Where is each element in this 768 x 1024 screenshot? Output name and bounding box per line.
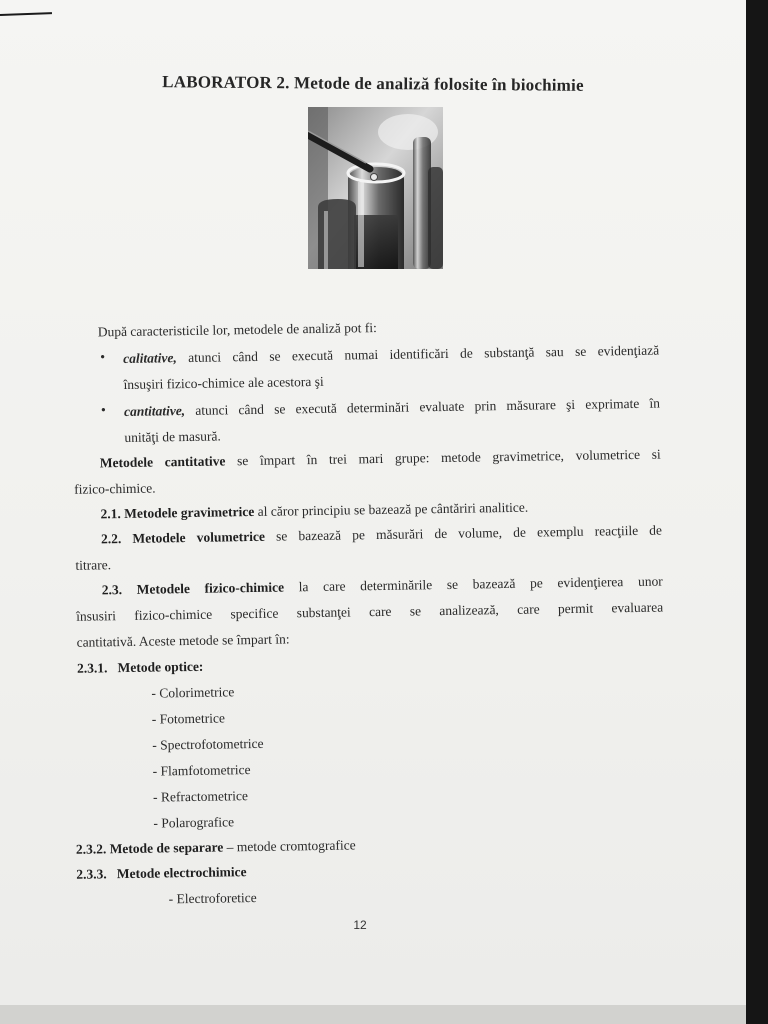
bullet-cantitative-line1: cantitative, atunci când se execută determinări evaluate prin măsurare şi exprimate în [123, 395, 661, 419]
section-2-3-line3: cantitativă. Aceste metode se împart în: [76, 631, 290, 650]
bullet-calitative-line2: însuşiri fizico-chimice ale acestora şi [123, 373, 324, 393]
list-item: - Electroforetice [168, 889, 257, 907]
bullet-cantitative-line2: unităţi de masură. [124, 428, 221, 445]
term-calitative: calitative, [123, 350, 177, 367]
section-2-2-line1: 2.2. Metodele volumetrice se bazează pe măsurări de volume, de exemplu reacţiile de [100, 522, 663, 547]
bullet-calitative-line1: calitative, atunci când se execută numai identificări de substanţă sau se evidenţiază [123, 342, 660, 367]
paragraph-cantitative-line1: Metodele cantitative se împart în trei mari grupe: metode gravimetrice, volumetrice si [99, 446, 661, 471]
list-item: - Spectrofotometrice [152, 735, 264, 753]
section-2-2-line2: titrare. [75, 557, 112, 573]
page-number: 12 [353, 918, 367, 932]
section-2-3-2: 2.3.2. Metode de separare – metode cromtografice [75, 837, 356, 857]
section-2-3-1-heading: 2.3.1. Metode optice: [76, 658, 204, 676]
list-item: - Refractometrice [152, 788, 249, 805]
term-cantitative: cantitative, [123, 403, 186, 419]
list-item: - Colorimetrice [151, 684, 235, 701]
list-item: - Flamfotometrice [152, 762, 251, 779]
section-2-1: 2.1. Metodele gravimetrice al căror principiu se bazează pe cântăriri analitice. [100, 499, 529, 522]
page-title: LABORATOR 2. Metode de analiză folosite în biochimie [162, 72, 584, 95]
bullet-dot: • [100, 350, 106, 366]
section-2-3-line1: 2.3. Metodele fizico-chimice la care determinările se bazează pe evidenţierea unor [101, 573, 663, 598]
list-item: - Fotometrice [151, 710, 226, 727]
section-2-3-line2: însusiri fizico-chimice specifice substanţei care se analizează, care permit evaluarea [76, 599, 664, 624]
list-item: - Polarografice [153, 814, 235, 831]
intro-text: După caracteristicile lor, metodele de analiză pot fi: [97, 320, 377, 340]
paragraph-cantitative-line2: fizico-chimice. [74, 480, 156, 497]
section-2-3-3-heading: 2.3.3. Metode electrochimice [76, 864, 247, 882]
bullet-dot: • [100, 403, 107, 419]
